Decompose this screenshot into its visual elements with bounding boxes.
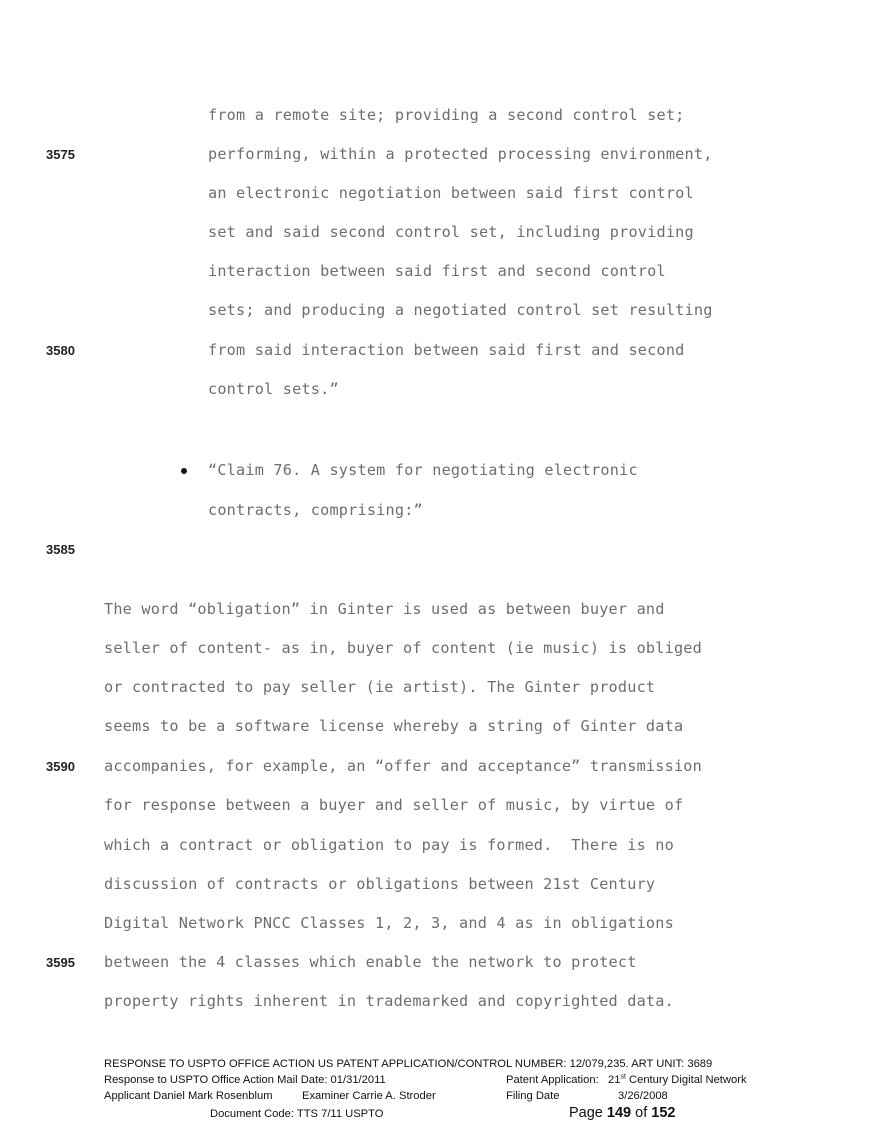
body-line-9: Digital Network PNCC Classes 1, 2, 3, and 4 as in obligations bbox=[104, 914, 674, 932]
body-line-4: seems to be a software license whereby a string of Ginter data bbox=[104, 717, 684, 735]
footer-response-date: Response to USPTO Office Action Mail Date: 01/31/2011 bbox=[104, 1074, 386, 1086]
quote-line-4: set and said second control set, including providing bbox=[208, 223, 694, 241]
footer-response-header: RESPONSE TO USPTO OFFICE ACTION US PATENT APPLICATION/CONTROL NUMBER: 12/079,235. ART UNIT: 3689 bbox=[104, 1058, 713, 1070]
footer-patent-app-pre: 21 bbox=[608, 1074, 621, 1086]
footer-patent-application bbox=[506, 1074, 747, 1086]
footer-filing-label: Filing Date bbox=[506, 1090, 560, 1102]
quote-line-5: interaction between said first and second control bbox=[208, 262, 666, 280]
body-line-2: seller of content- as in, buyer of content (ie music) is obliged bbox=[104, 639, 702, 657]
quote-line-8: control sets.” bbox=[208, 380, 339, 398]
body-line-11: property rights inherent in trademarked and copyrighted data. bbox=[104, 992, 674, 1010]
footer-examiner: Examiner Carrie A. Stroder bbox=[302, 1090, 436, 1102]
footer-page-indicator bbox=[569, 1105, 675, 1121]
footer-page-word: Page bbox=[569, 1105, 607, 1121]
quote-line-1: from a remote site; providing a second control set; bbox=[208, 106, 685, 124]
line-number-3580: 3580 bbox=[46, 343, 75, 358]
footer-page-number: 149 bbox=[606, 1105, 632, 1121]
line-number-3590: 3590 bbox=[46, 759, 75, 774]
claim-line-2: contracts, comprising:” bbox=[208, 501, 423, 519]
footer-page-of: of bbox=[631, 1105, 652, 1121]
body-line-1: The word “obligation” in Ginter is used as between buyer and bbox=[104, 600, 665, 618]
body-line-6: for response between a buyer and seller of music, by virtue of bbox=[104, 796, 684, 814]
body-line-10: between the 4 classes which enable the network to protect bbox=[104, 953, 637, 971]
line-number-3575: 3575 bbox=[46, 147, 75, 162]
footer-document-code: Document Code: TTS 7/11 USPTO bbox=[210, 1108, 384, 1120]
body-line-3: or contracted to pay seller (ie artist). The Ginter product bbox=[104, 678, 656, 696]
footer-patent-app-post: Century Digital Network bbox=[625, 1074, 747, 1086]
quote-line-3: an electronic negotiation between said first control bbox=[208, 184, 694, 202]
footer-page-total: 152 bbox=[651, 1105, 676, 1121]
line-number-3585: 3585 bbox=[46, 542, 75, 557]
quote-line-7: from said interaction between said first and second bbox=[208, 341, 685, 359]
claim-line-1: “Claim 76. A system for negotiating electronic bbox=[208, 461, 638, 479]
bullet bbox=[181, 468, 187, 474]
footer-patent-app-label: Patent Application: bbox=[506, 1074, 599, 1086]
footer-filing-date: 3/26/2008 bbox=[618, 1090, 668, 1102]
body-line-8: discussion of contracts or obligations between 21st Century bbox=[104, 875, 656, 893]
body-line-5: accompanies, for example, an “offer and acceptance” transmission bbox=[104, 757, 702, 775]
footer-applicant: Applicant Daniel Mark Rosenblum bbox=[104, 1090, 273, 1102]
quote-line-2: performing, within a protected processing environment, bbox=[208, 145, 713, 163]
body-line-7: which a contract or obligation to pay is formed. There is no bbox=[104, 836, 674, 854]
quote-line-6: sets; and producing a negotiated control set resulting bbox=[208, 301, 713, 319]
footer-patent-app-sup: st bbox=[620, 1073, 626, 1081]
line-number-3595: 3595 bbox=[46, 955, 75, 970]
